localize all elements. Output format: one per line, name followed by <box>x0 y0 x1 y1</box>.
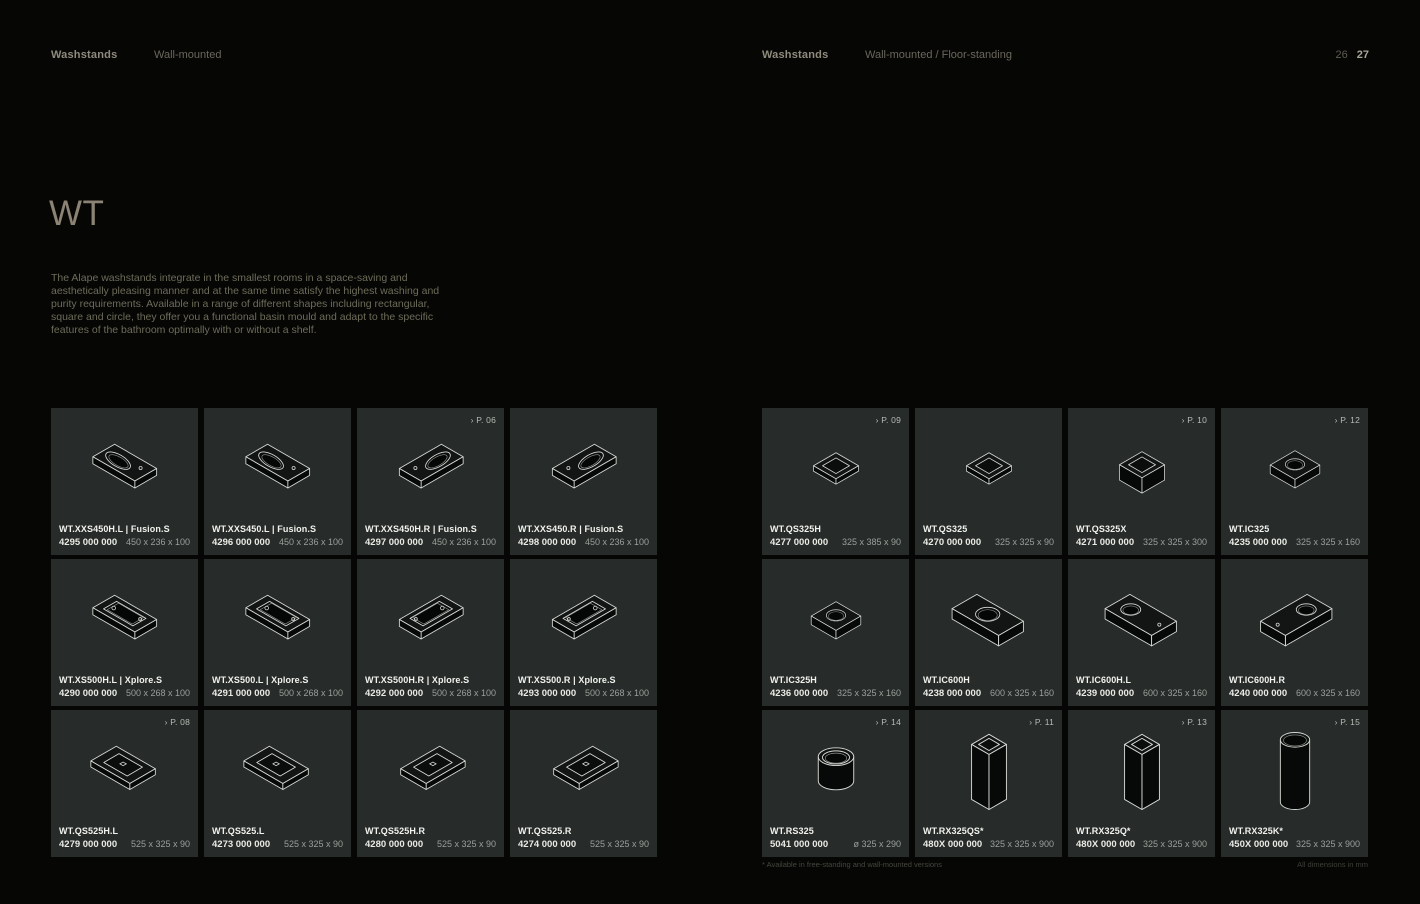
product-dimensions: 325 x 325 x 160 <box>836 688 901 698</box>
washstand-ic-wide-icon <box>915 567 1062 673</box>
washstand-ic-wide-l-icon <box>1068 567 1215 673</box>
product-dimensions: 325 x 385 x 90 <box>841 537 901 547</box>
product-name: WT.XXS450H.R | Fusion.S <box>365 524 477 534</box>
product-label <box>1229 826 1360 850</box>
product-meta <box>770 688 901 699</box>
product-article-number: 4271 000 000 <box>1076 537 1135 548</box>
product-name: WT.RX325Q* <box>1076 826 1131 836</box>
product-article-number: 4295 000 000 <box>59 537 118 548</box>
product-meta <box>770 839 901 850</box>
product-card <box>204 408 351 555</box>
product-name: WT.XS500H.R | Xplore.S <box>365 675 470 685</box>
product-article-number: 4274 000 000 <box>518 839 577 850</box>
washstand-xplore-l-icon <box>51 567 198 673</box>
product-name: WT.IC325 <box>1229 524 1270 534</box>
product-name: WT.QS325 <box>923 524 968 534</box>
page-number-right: 27 <box>1356 49 1369 61</box>
page-ref-link[interactable]: › P. 10 <box>1181 415 1207 425</box>
product-label <box>770 675 901 699</box>
product-card <box>51 408 198 555</box>
product-label <box>518 675 649 699</box>
product-meta <box>212 537 343 548</box>
product-name: WT.IC325H <box>770 675 817 685</box>
header-brand: Washstands <box>762 49 829 61</box>
product-meta <box>59 839 190 850</box>
washstand-fusion-l-icon <box>204 416 351 522</box>
product-meta <box>59 537 190 548</box>
washstand-xplore-r-icon <box>510 567 657 673</box>
product-label <box>212 524 343 548</box>
product-name: WT.XS500.L | Xplore.S <box>212 675 309 685</box>
product-name: WT.QS525.R <box>518 826 572 836</box>
washstand-fusion-r-icon <box>357 416 504 522</box>
page-ref-link[interactable]: › P. 08 <box>164 717 190 727</box>
product-dimensions: 325 x 325 x 900 <box>1142 839 1207 849</box>
product-meta <box>1229 839 1360 850</box>
product-article-number: 4270 000 000 <box>923 537 982 548</box>
page-ref-link[interactable]: › P. 13 <box>1181 717 1207 727</box>
product-meta <box>365 537 496 548</box>
product-meta <box>1076 839 1207 850</box>
product-name: WT.RS325 <box>770 826 814 836</box>
product-dimensions: 500 x 268 x 100 <box>125 688 190 698</box>
page-ref-link[interactable]: › P. 15 <box>1334 717 1360 727</box>
product-meta <box>518 839 649 850</box>
product-label <box>365 524 496 548</box>
washstand-column-icon <box>1068 718 1215 824</box>
washstand-xplore-l-icon <box>204 567 351 673</box>
product-article-number: 4238 000 000 <box>923 688 982 699</box>
product-card <box>357 559 504 706</box>
product-article-number: 4298 000 000 <box>518 537 577 548</box>
product-meta <box>1229 537 1360 548</box>
product-label <box>923 675 1054 699</box>
product-card <box>915 710 1062 857</box>
product-dimensions: 450 x 236 x 100 <box>278 537 343 547</box>
intro-paragraph: The Alape washstands integrate in the smallest rooms in a space-saving and aesthetically pleasing manner and at the same time satisfy the highest washing and purity requirements. Available in a range of different shapes including rectangular, square and circle, they offer you a functional basin mould and adapt to the specific features of the bathroom optimally with or without a shelf. <box>51 271 440 336</box>
product-label <box>59 524 190 548</box>
product-meta <box>1076 537 1207 548</box>
washstand-ic-square-icon <box>1221 416 1368 522</box>
product-label <box>1076 826 1207 850</box>
page-ref-link[interactable]: › P. 14 <box>875 717 901 727</box>
product-name: WT.XS500.R | Xplore.S <box>518 675 616 685</box>
product-article-number: 4239 000 000 <box>1076 688 1135 699</box>
washstand-qs-cube-icon <box>1068 416 1215 522</box>
product-article-number: 450X 000 000 <box>1229 839 1289 850</box>
dimensions-note: All dimensions in mm <box>1297 860 1368 869</box>
washstand-cyl-tall-icon <box>1221 718 1368 824</box>
header-brand: Washstands <box>51 49 118 61</box>
product-article-number: 4296 000 000 <box>212 537 271 548</box>
product-name: WT.QS525.L <box>212 826 265 836</box>
product-card <box>204 710 351 857</box>
product-meta <box>923 688 1054 699</box>
product-dimensions: 600 x 325 x 160 <box>1295 688 1360 698</box>
product-card <box>1068 559 1215 706</box>
product-dimensions: 325 x 325 x 300 <box>1142 537 1207 547</box>
product-article-number: 4235 000 000 <box>1229 537 1288 548</box>
product-meta <box>1229 688 1360 699</box>
product-name: WT.XXS450.R | Fusion.S <box>518 524 624 534</box>
product-label <box>365 826 496 850</box>
washstand-cyl-short-icon <box>762 718 909 824</box>
product-dimensions: 500 x 268 x 100 <box>584 688 649 698</box>
product-article-number: 4236 000 000 <box>770 688 829 699</box>
product-meta <box>1076 688 1207 699</box>
product-article-number: 480X 000 000 <box>923 839 983 850</box>
product-dimensions: 450 x 236 x 100 <box>125 537 190 547</box>
product-card <box>1221 559 1368 706</box>
product-label <box>365 675 496 699</box>
product-label <box>1229 675 1360 699</box>
product-name: WT.XXS450.L | Fusion.S <box>212 524 317 534</box>
header-section: Wall-mounted / Floor-standing <box>865 49 1012 61</box>
product-article-number: 4277 000 000 <box>770 537 829 548</box>
washstand-fusion-r-icon <box>510 416 657 522</box>
product-article-number: 4279 000 000 <box>59 839 118 850</box>
product-article-number: 4297 000 000 <box>365 537 424 548</box>
washstand-qs-small-icon <box>762 416 909 522</box>
product-article-number: 480X 000 000 <box>1076 839 1136 850</box>
page-numbers <box>1336 49 1370 61</box>
product-meta <box>923 839 1054 850</box>
product-dimensions: 450 x 236 x 100 <box>584 537 649 547</box>
product-meta <box>212 839 343 850</box>
product-label <box>212 675 343 699</box>
product-name: WT.IC600H.R <box>1229 675 1286 685</box>
product-meta <box>365 839 496 850</box>
product-meta <box>365 688 496 699</box>
product-card <box>357 408 504 555</box>
product-label <box>770 524 901 548</box>
product-label <box>1229 524 1360 548</box>
page-ref-link[interactable]: › P. 12 <box>1334 415 1360 425</box>
product-meta <box>923 537 1054 548</box>
product-card <box>510 710 657 857</box>
product-card <box>510 408 657 555</box>
washstand-ic-square-icon <box>762 567 909 673</box>
product-card <box>1221 408 1368 555</box>
product-name: WT.QS325X <box>1076 524 1127 534</box>
product-name: WT.QS525H.L <box>59 826 119 836</box>
product-name: WT.IC600H <box>923 675 970 685</box>
product-dimensions: 525 x 325 x 90 <box>283 839 343 849</box>
product-label <box>770 826 901 850</box>
product-label <box>59 826 190 850</box>
product-card <box>1221 710 1368 857</box>
product-card <box>1068 408 1215 555</box>
product-label <box>1076 675 1207 699</box>
product-dimensions: 325 x 325 x 160 <box>1295 537 1360 547</box>
product-dimensions: 325 x 325 x 900 <box>1295 839 1360 849</box>
product-label <box>923 524 1054 548</box>
product-article-number: 4293 000 000 <box>518 688 577 699</box>
page-title: WT <box>49 194 105 233</box>
product-label <box>59 675 190 699</box>
product-label <box>518 826 649 850</box>
product-dimensions: 500 x 268 x 100 <box>278 688 343 698</box>
washstand-xplore-r-icon <box>357 567 504 673</box>
page-ref-link[interactable]: › P. 06 <box>470 415 496 425</box>
product-label <box>1076 524 1207 548</box>
product-meta <box>770 537 901 548</box>
product-name: WT.QS325H <box>770 524 821 534</box>
product-name: WT.XS500H.L | Xplore.S <box>59 675 163 685</box>
washstand-qs525-l-icon <box>204 718 351 824</box>
product-card <box>915 408 1062 555</box>
product-dimensions: 325 x 325 x 900 <box>989 839 1054 849</box>
washstand-qs525-r-icon <box>510 718 657 824</box>
product-grid-wall-mounted <box>51 408 657 857</box>
product-card <box>1068 710 1215 857</box>
product-article-number: 4291 000 000 <box>212 688 271 699</box>
washstand-column-icon <box>915 718 1062 824</box>
product-meta <box>518 537 649 548</box>
product-meta <box>59 688 190 699</box>
product-name: WT.XXS450H.L | Fusion.S <box>59 524 170 534</box>
product-dimensions: 525 x 325 x 90 <box>130 839 190 849</box>
product-card <box>762 559 909 706</box>
product-dimensions: 500 x 268 x 100 <box>431 688 496 698</box>
header-right <box>762 49 1012 61</box>
product-name: WT.IC600H.L <box>1076 675 1132 685</box>
footnote: * Available in free-standing and wall-mounted versions <box>762 860 942 869</box>
product-grid-floor-standing <box>762 408 1368 857</box>
product-card <box>357 710 504 857</box>
product-card <box>510 559 657 706</box>
product-card <box>762 710 909 857</box>
page-ref-link[interactable]: › P. 09 <box>875 415 901 425</box>
page-number-left: 26 <box>1335 49 1348 61</box>
product-card <box>915 559 1062 706</box>
product-dimensions: 600 x 325 x 160 <box>989 688 1054 698</box>
product-article-number: 4280 000 000 <box>365 839 424 850</box>
product-meta <box>518 688 649 699</box>
product-card <box>51 710 198 857</box>
product-name: WT.QS525H.R <box>365 826 426 836</box>
product-label <box>518 524 649 548</box>
product-dimensions: ø 325 x 290 <box>853 839 901 849</box>
product-label <box>212 826 343 850</box>
product-name: WT.RX325K* <box>1229 826 1284 836</box>
product-card <box>204 559 351 706</box>
washstand-ic-wide-r-icon <box>1221 567 1368 673</box>
product-dimensions: 600 x 325 x 160 <box>1142 688 1207 698</box>
washstand-qs525-r-icon <box>357 718 504 824</box>
product-label <box>923 826 1054 850</box>
product-article-number: 4240 000 000 <box>1229 688 1288 699</box>
product-dimensions: 325 x 325 x 90 <box>994 537 1054 547</box>
product-dimensions: 525 x 325 x 90 <box>589 839 649 849</box>
product-article-number: 4292 000 000 <box>365 688 424 699</box>
product-dimensions: 525 x 325 x 90 <box>436 839 496 849</box>
product-article-number: 4290 000 000 <box>59 688 118 699</box>
washstand-qs525-l-icon <box>51 718 198 824</box>
product-dimensions: 450 x 236 x 100 <box>431 537 496 547</box>
product-meta <box>212 688 343 699</box>
product-article-number: 5041 000 000 <box>770 839 829 850</box>
header-section: Wall-mounted <box>154 49 222 61</box>
product-article-number: 4273 000 000 <box>212 839 271 850</box>
washstand-fusion-l-icon <box>51 416 198 522</box>
page-ref-link[interactable]: › P. 11 <box>1029 717 1054 727</box>
product-name: WT.RX325QS* <box>923 826 984 836</box>
header-left <box>51 49 221 61</box>
washstand-qs-small-icon <box>915 416 1062 522</box>
product-card <box>51 559 198 706</box>
product-card <box>762 408 909 555</box>
